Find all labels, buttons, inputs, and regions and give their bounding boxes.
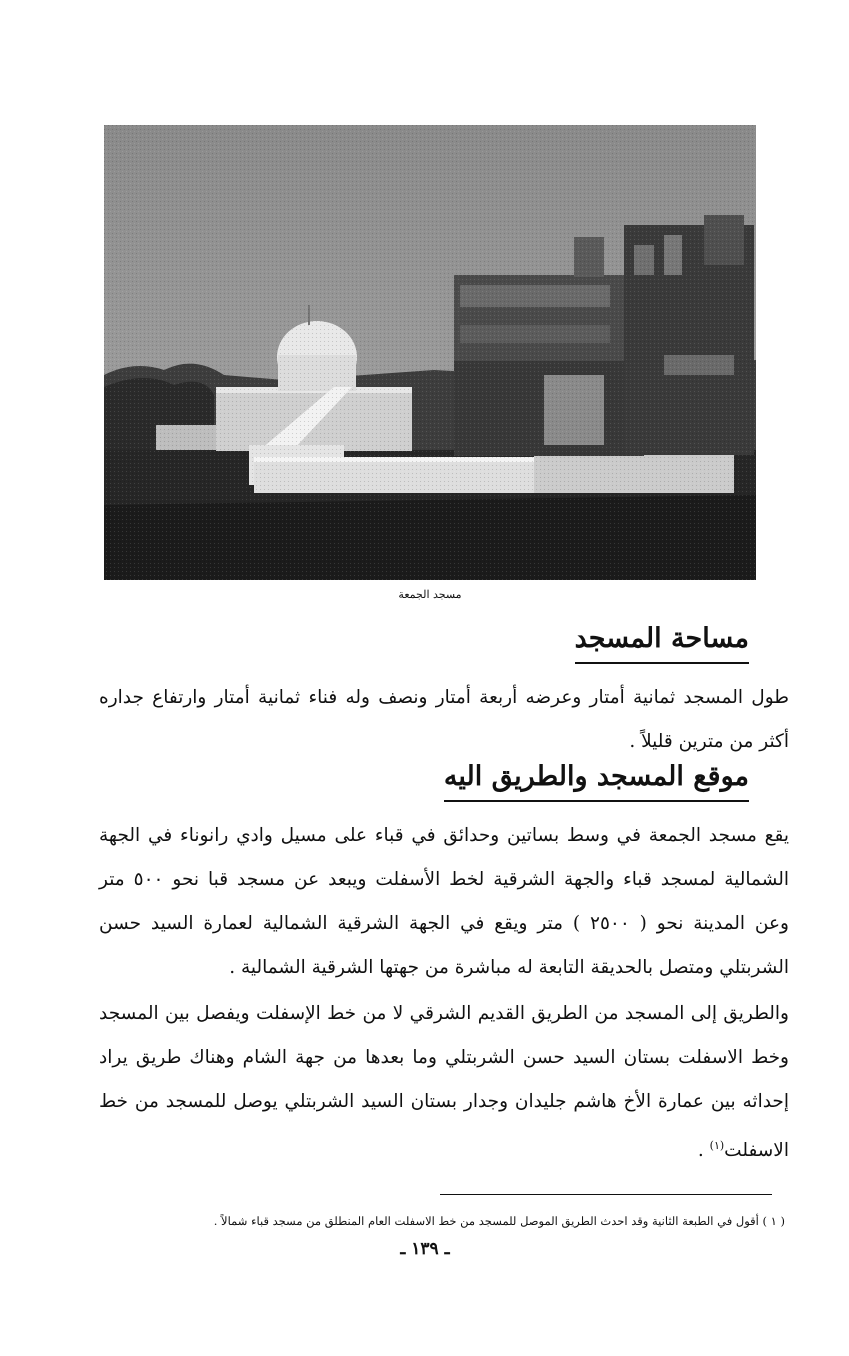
paragraph-route-text: والطريق إلى المسجد من الطريق القديم الشرقي لا من خط الإسفلت ويفصل بين المسجد وخط الاسفلت بستان السيد حسن الشربتلي وما بعدها من جهة الشام وهناك طريق يراد إحداثه بين عمارة الأخ هاشم جليدان وجدار بستان السيد الشربتلي يوصل للمسجد من خط الاسفلت bbox=[99, 1003, 789, 1162]
footnote: ( ١ ) أقول في الطبعة الثانية وقد احدث الطريق الموصل للمسجد من خط الاسفلت العام المنطلق من مسجد قباء شمالاً . bbox=[213, 1214, 785, 1228]
paragraph-text: طول المسجد ثمانية أمتار وعرضه أربعة أمتار ونصف وله فناء ثمانية أمتار وارتفاع جداره أكثر من مترين قليلاً . bbox=[99, 687, 789, 752]
paragraph-route bbox=[99, 992, 789, 1173]
photo-caption: مسجد الجمعة bbox=[398, 588, 462, 601]
paragraph-mosque-area bbox=[99, 676, 789, 764]
footnote-divider bbox=[440, 1194, 772, 1195]
paragraph-location bbox=[99, 814, 789, 990]
section-heading-mosque-area: مساحة المسجد bbox=[575, 620, 749, 664]
footnote-marker: (١) bbox=[709, 1139, 725, 1152]
mosque-photo bbox=[104, 125, 756, 580]
paragraph-text bbox=[99, 992, 789, 1173]
paragraph-text: يقع مسجد الجمعة في وسط بساتين وحدائق في قباء على مسيل وادي رانوناء في الجهة الشمالية لمسجد قباء والجهة الشرقية لخط الأسفلت ويبعد عن مسجد قبا نحو ٥٠٠ متر وعن المدينة نحو ( ٢٥٠٠ ) متر ويقع في الجهة الشرقية الشمالية لعمارة السيد حسن الشربتلي ومتصل بالحديقة التابعة له مباشرة من جهتها الشرقية الشمالية . bbox=[99, 825, 789, 978]
mosque-photo-graphic bbox=[104, 125, 756, 580]
paragraph-route-end: . bbox=[697, 1140, 710, 1162]
section-heading-location: موقع المسجد والطريق اليه bbox=[444, 758, 749, 802]
page-number: ـ ١٣٩ ـ bbox=[400, 1239, 450, 1259]
